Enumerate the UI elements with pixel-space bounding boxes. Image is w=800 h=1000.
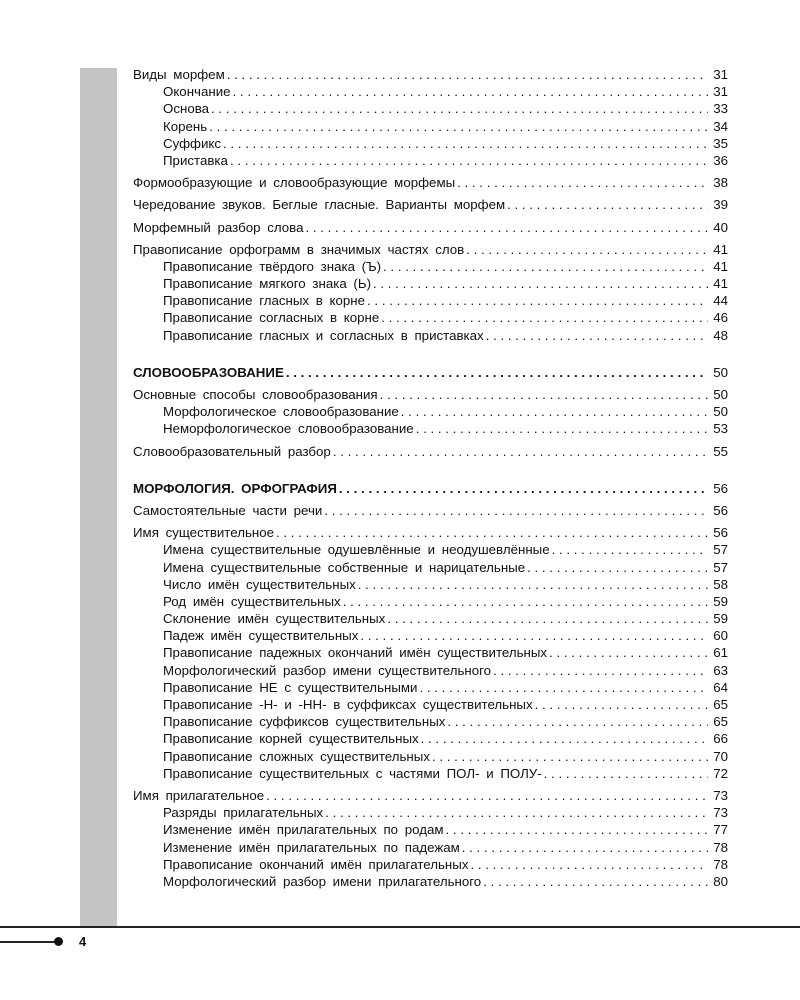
toc-subentry (133, 713, 728, 730)
toc-entry (133, 787, 728, 804)
toc-entry-title: Морфологический разбор имени прилагательного (163, 873, 482, 889)
toc-entry-page: 41 (713, 241, 728, 257)
dot-leader (416, 420, 708, 437)
toc-entry (133, 386, 728, 403)
toc-entry-page: 65 (713, 697, 728, 712)
toc-subentry (133, 679, 728, 696)
toc-entry-page: 31 (713, 67, 728, 82)
dot-leader (383, 258, 708, 275)
bottom-rule (0, 926, 800, 928)
toc-entry-page: 63 (713, 662, 728, 678)
toc-entry-page: 56 (713, 525, 728, 541)
dot-leader (233, 83, 708, 100)
dot-leader (343, 593, 708, 610)
toc-entry-page: 59 (713, 611, 728, 627)
dot-leader (223, 135, 708, 152)
toc-entry-title: МОРФОЛОГИЯ. ОРФОГРАФИЯ (133, 480, 337, 496)
dot-leader (535, 696, 708, 713)
toc-entry-page: 70 (713, 748, 728, 764)
toc-subentry (133, 730, 728, 747)
toc-entry-title: Правописание существительных с частями ПОЛ- и ПОЛУ- (163, 765, 542, 781)
toc-entry-title: Правописание сложных существительных (163, 748, 430, 764)
dot-leader (227, 66, 708, 83)
toc-entry-page: 41 (713, 276, 728, 292)
toc-subentry (133, 118, 728, 135)
dot-leader (447, 713, 708, 730)
dot-leader (360, 627, 708, 644)
toc-entry-page: 53 (713, 421, 728, 437)
toc-entry-page: 78 (713, 856, 728, 872)
dot-leader (544, 765, 708, 782)
toc-entry-title: Приставка (163, 152, 228, 168)
toc-entry-title: Окончание (163, 84, 231, 100)
toc-entry-title: Имена существительные собственные и нарицательные (163, 559, 526, 575)
dot-leader (507, 196, 708, 213)
toc-entry-page: 80 (713, 873, 728, 889)
dot-leader (493, 662, 708, 679)
dot-leader (527, 559, 708, 576)
dot-leader (387, 610, 708, 627)
margin-bar (80, 68, 117, 926)
toc-subentry (133, 100, 728, 117)
toc-section-heading (133, 480, 728, 497)
toc-subentry (133, 627, 728, 644)
toc-entry-page: 77 (713, 822, 728, 838)
toc-entry-page: 38 (713, 175, 728, 191)
dot-leader (381, 309, 708, 326)
toc-entry (133, 502, 728, 519)
toc-entry-title: Морфологическое словообразование (163, 404, 399, 420)
toc-entry-page: 55 (713, 443, 728, 459)
dot-leader (324, 502, 708, 519)
toc-entry-title: Формообразующие и словообразующие морфемы (133, 175, 456, 191)
toc-subentry (133, 292, 728, 309)
dot-leader (325, 804, 708, 821)
toc-entry-page: 41 (713, 258, 728, 274)
dot-leader (419, 679, 708, 696)
toc-entry-title: Основа (163, 101, 210, 117)
toc-subentry (133, 610, 728, 627)
dot-leader (457, 174, 708, 191)
toc-entry-page: 66 (713, 731, 728, 747)
toc-entry (133, 443, 728, 460)
toc-entry-page: 36 (713, 152, 728, 168)
toc-entry-page: 50 (713, 387, 728, 402)
toc-entry-page: 34 (713, 118, 728, 134)
toc-entry-page: 72 (713, 765, 728, 781)
toc-entry (133, 196, 728, 213)
toc-subentry (133, 765, 728, 782)
toc-entry-title: Правописание согласных в корне (163, 310, 380, 326)
toc-subentry (133, 83, 728, 100)
dot-leader (486, 327, 708, 344)
dot-leader (305, 219, 708, 236)
toc-entry-title: Правописание орфограмм в значимых частях слов (133, 241, 465, 257)
toc-entry-page: 59 (713, 593, 728, 609)
toc-subentry (133, 420, 728, 437)
toc-entry-title: Правописание гласных в корне (163, 293, 366, 309)
toc-subentry (133, 275, 728, 292)
toc-entry-title: Правописание мягкого знака (Ь) (163, 276, 372, 292)
toc-entry (133, 66, 728, 83)
toc-subentry (133, 696, 728, 713)
dot-leader (421, 730, 708, 747)
toc-entry-page: 58 (713, 576, 728, 592)
toc-subentry (133, 804, 728, 821)
dot-leader (549, 644, 708, 661)
toc-entry-page: 73 (713, 805, 728, 821)
dot-leader (470, 856, 708, 873)
toc-subentry (133, 821, 728, 838)
dot-leader (401, 403, 708, 420)
toc-entry-page: 64 (713, 679, 728, 695)
dot-leader (462, 839, 708, 856)
toc-entry-title: Правописание суффиксов существительных (163, 714, 446, 730)
toc-entry-title: Разряды прилагательных (163, 805, 324, 821)
toc-entry-page: 57 (713, 559, 728, 575)
toc-subentry (133, 873, 728, 890)
toc-entry-page: 60 (713, 628, 728, 644)
table-of-contents (133, 66, 728, 890)
toc-entry-page: 40 (713, 219, 728, 235)
toc-entry-title: Правописание НЕ с существительными (163, 679, 418, 695)
toc-entry-title: Имя прилагательное (133, 787, 265, 803)
toc-entry-title: Морфемный разбор слова (133, 219, 304, 235)
toc-entry-title: Морфологический разбор имени существительного (163, 662, 492, 678)
page-marker-dot (54, 937, 63, 946)
toc-entry-title: СЛОВООБРАЗОВАНИЕ (133, 364, 284, 380)
toc-entry (133, 241, 728, 258)
toc-entry-title: Неморфологическое словообразование (163, 421, 414, 437)
dot-leader (276, 524, 708, 541)
toc-entry-title: Правописание -Н- и -НН- в суффиксах существительных (163, 697, 533, 712)
toc-entry-page: 56 (713, 502, 728, 518)
toc-subentry (133, 135, 728, 152)
toc-entry-title: Правописание гласных и согласных в приставках (163, 327, 484, 343)
toc-subentry (133, 152, 728, 169)
dot-leader (358, 576, 708, 593)
toc-entry-page: 50 (713, 364, 728, 380)
toc-entry-title: Имена существительные одушевлённые и неодушевлённые (163, 542, 550, 558)
toc-entry-page: 33 (713, 101, 728, 117)
toc-entry-page: 46 (713, 310, 728, 326)
toc-subentry (133, 644, 728, 661)
dot-leader (286, 364, 708, 381)
toc-subentry (133, 327, 728, 344)
toc-entry-title: Виды морфем (133, 67, 225, 82)
toc-entry-page: 78 (713, 839, 728, 855)
toc-entry-title: Основные способы словообразования (133, 387, 378, 402)
toc-entry-page: 65 (713, 714, 728, 730)
toc-entry-page: 48 (713, 327, 728, 343)
toc-entry-title: Изменение имён прилагательных по падежам (163, 839, 460, 855)
toc-entry-title: Чередование звуков. Беглые гласные. Варианты морфем (133, 197, 506, 213)
toc-subentry (133, 576, 728, 593)
dot-leader (333, 443, 708, 460)
page-marker-line (0, 941, 58, 943)
toc-entry-title: Суффикс (163, 135, 222, 151)
toc-subentry (133, 403, 728, 420)
toc-entry-title: Правописание окончаний имён прилагательных (163, 856, 469, 872)
toc-entry-page: 50 (713, 404, 728, 420)
dot-leader (483, 873, 708, 890)
dot-leader (373, 275, 708, 292)
toc-entry-page: 73 (713, 787, 728, 803)
dot-leader (466, 241, 708, 258)
toc-entry-title: Самостоятельные части речи (133, 502, 323, 518)
dot-leader (266, 787, 708, 804)
toc-entry-page: 61 (713, 645, 728, 661)
toc-subentry (133, 748, 728, 765)
toc-subentry (133, 839, 728, 856)
toc-entry-page: 56 (713, 480, 728, 496)
toc-entry-page: 31 (713, 84, 728, 100)
dot-leader (446, 821, 708, 838)
toc-entry-page: 57 (713, 542, 728, 558)
toc-entry-title: Склонение имён существительных (163, 611, 386, 627)
dot-leader (230, 152, 708, 169)
toc-entry-page: 35 (713, 135, 728, 151)
toc-entry-page: 44 (713, 293, 728, 309)
toc-subentry (133, 593, 728, 610)
toc-entry-title: Число имён существительных (163, 576, 356, 592)
toc-entry (133, 174, 728, 191)
dot-leader (380, 386, 708, 403)
dot-leader (367, 292, 708, 309)
toc-entry-title: Падеж имён существительных (163, 628, 359, 644)
toc-entry-page: 39 (713, 197, 728, 213)
toc-subentry (133, 541, 728, 558)
dot-leader (209, 118, 708, 135)
toc-entry (133, 524, 728, 541)
dot-leader (552, 541, 708, 558)
toc-section-heading (133, 364, 728, 381)
toc-entry-title: Правописание твёрдого знака (Ъ) (163, 258, 382, 274)
toc-entry-title: Правописание падежных окончаний имён существительных (163, 645, 548, 661)
toc-entry-title: Изменение имён прилагательных по родам (163, 822, 444, 838)
dot-leader (339, 480, 708, 497)
toc-subentry (133, 258, 728, 275)
toc-subentry (133, 856, 728, 873)
page-number: 4 (79, 934, 87, 949)
toc-subentry (133, 559, 728, 576)
toc-entry-title: Корень (163, 118, 208, 134)
toc-entry-title: Род имён существительных (163, 593, 341, 609)
toc-subentry (133, 309, 728, 326)
toc-entry-title: Имя существительное (133, 525, 275, 541)
dot-leader (211, 100, 708, 117)
toc-subentry (133, 662, 728, 679)
dot-leader (432, 748, 708, 765)
toc-entry (133, 219, 728, 236)
toc-entry-title: Правописание корней существительных (163, 731, 419, 747)
toc-entry-title: Словообразовательный разбор (133, 443, 331, 459)
